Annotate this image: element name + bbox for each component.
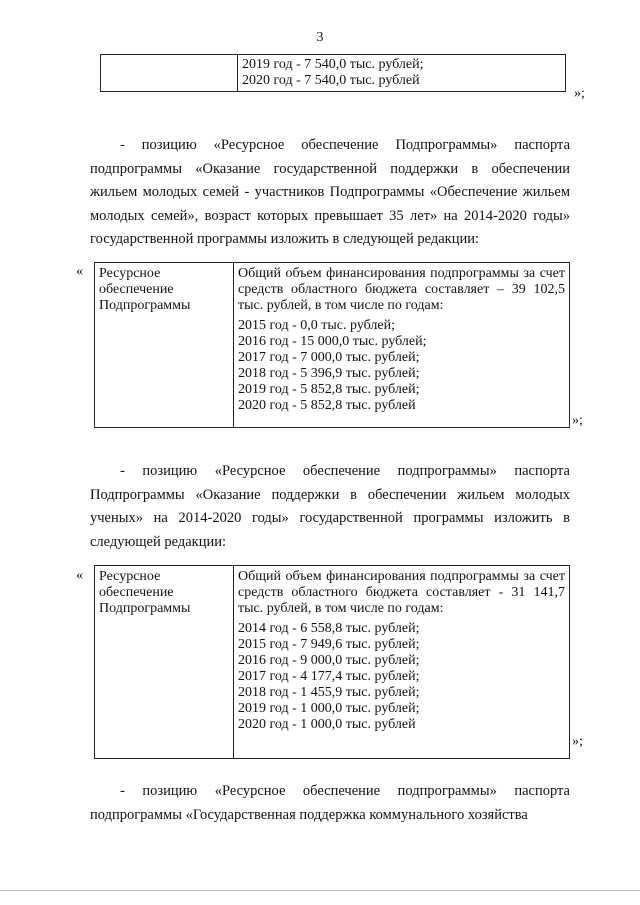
resource-table-3 (94, 565, 570, 759)
table3-year-line: 2017 год - 4 177,4 тыс. рублей; (238, 669, 420, 684)
table2-label-cell: Ресурсное обеспечение Подпрограммы (95, 263, 234, 428)
table3-year-line: 2014 год - 6 558,8 тыс. рублей; (238, 621, 420, 636)
resource-table-1 (100, 54, 566, 92)
table2-year-line: 2018 год - 5 396,9 тыс. рублей; (238, 366, 420, 381)
page-bottom-edge (0, 890, 640, 891)
paragraph-1 (90, 134, 570, 252)
paragraph-2-text: - позицию «Ресурсное обеспечение подпрограммы» паспорта Подпрограммы «Оказание поддержки в обеспечении жильем молодых ученых» на 2014-2020 годы» государственной программы изложить в следующей редакции: (90, 463, 570, 550)
table3-year-line: 2018 год - 1 455,9 тыс. рублей; (238, 685, 420, 700)
table2-opening-quote: « (76, 264, 83, 279)
table3-opening-quote: « (76, 568, 83, 583)
table3-year-line: 2020 год - 1 000,0 тыс. рублей (238, 717, 416, 732)
table2-year-line: 2020 год - 5 852,8 тыс. рублей (238, 398, 416, 413)
table2-year-line: 2017 год - 7 000,0 тыс. рублей; (238, 350, 420, 365)
paragraph-3-text: - позицию «Ресурсное обеспечение подпрограммы» паспорта подпрограммы «Государственная поддержка коммунального хозяйства (90, 783, 570, 823)
table2-year-line: 2015 год - 0,0 тыс. рублей; (238, 318, 396, 333)
table3-year-line: 2016 год - 9 000,0 тыс. рублей; (238, 653, 420, 668)
table1-year-line: 2019 год - 7 540,0 тыс. рублей; (242, 57, 424, 72)
paragraph-1-text: - позицию «Ресурсное обеспечение Подпрограммы» паспорта подпрограммы «Оказание государственной поддержки в обеспечении жильем молодых семей - участников Подпрограммы «Обеспечение жильем молодых семей», возраст которых превышает 35 лет» на 2014-2020 годы» государственной программы изложить в следующей редакции: (90, 137, 570, 247)
table3-closing-quote: »; (572, 734, 583, 749)
table3-label-cell: Ресурсное обеспечение Подпрограммы (95, 566, 234, 759)
resource-table-2 (94, 262, 570, 428)
table2-year-line: 2016 год - 15 000,0 тыс. рублей; (238, 334, 427, 349)
paragraph-3 (90, 780, 570, 827)
table3-year-line: 2015 год - 7 949,6 тыс. рублей; (238, 637, 420, 652)
table3-intro: Общий объем финансирования подпрограммы за счет средств областного бюджета составляет - 31 141,7 тыс. рублей, в том числе по годам: (238, 569, 565, 616)
table3-content-cell (234, 566, 570, 759)
table1-year-line: 2020 год - 7 540,0 тыс. рублей (242, 73, 420, 88)
table2-content-cell (234, 263, 570, 428)
paragraph-2 (90, 460, 570, 554)
page-number: 3 (316, 30, 324, 45)
table2-closing-quote: »; (572, 413, 583, 428)
table1-label-cell (101, 55, 238, 92)
table1-years-cell (238, 55, 566, 92)
table2-year-line: 2019 год - 5 852,8 тыс. рублей; (238, 382, 420, 397)
table3-year-line: 2019 год - 1 000,0 тыс. рублей; (238, 701, 420, 716)
table1-closing-quote: »; (574, 86, 585, 101)
table2-intro: Общий объем финансирования подпрограммы за счет средств областного бюджета составляет – 39 102,5 тыс. рублей, в том числе по годам: (238, 266, 565, 313)
